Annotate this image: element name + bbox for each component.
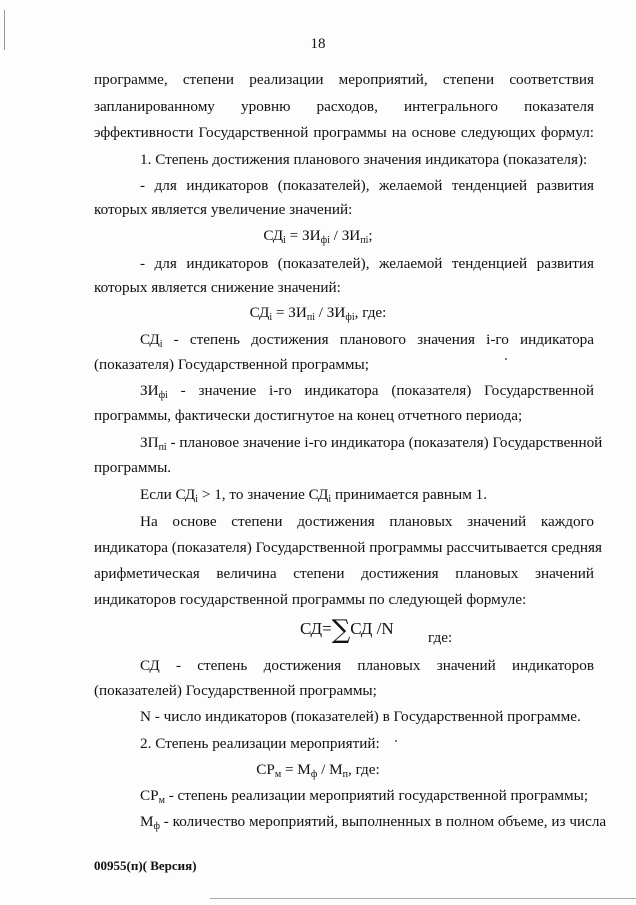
text-line: - для индикаторов (показателей), желаемой тенденцией развития bbox=[140, 255, 594, 272]
page-number: 18 bbox=[310, 36, 326, 52]
definition-line: $ЗП_{пi}$ - плановое значение i-го индикатора (показателя) Государственной bbox=[140, 434, 603, 453]
definition-line: $СД_i$ - степень достижения планового значения i-го индикатора bbox=[140, 331, 594, 350]
text-line: Если $СД_i > 1$, то значение $СД_i$ принимается равным 1. bbox=[140, 486, 488, 505]
definition-line: $ЗИ_{фi}$ - значение i-го индикатора (показателя) Государственной bbox=[140, 382, 594, 401]
text-line: - для индикаторов (показателей), желаемой тенденцией развития bbox=[140, 177, 594, 194]
subscript: м bbox=[158, 795, 165, 806]
scan-speck bbox=[395, 740, 397, 742]
text-line: СД - степень достижения плановых значений индикаторов bbox=[140, 657, 594, 674]
text-line: (показателя) Государственной программы; bbox=[94, 356, 369, 373]
definition-text: - степень реализации мероприятий государственной программы; bbox=[164, 787, 589, 804]
formula-3-where: где: bbox=[428, 629, 453, 646]
text-line: индикаторов государственной программы по следующей формуле: bbox=[94, 591, 527, 608]
definition-text: - количество мероприятий, выполненных в полном объеме, из числа bbox=[160, 813, 607, 830]
document-footer-code: 00955(п)( Версия) bbox=[94, 858, 197, 873]
scan-artifact-bottom bbox=[210, 898, 636, 899]
text-line: N - число индикаторов (показателей) в Государственной программе. bbox=[140, 708, 581, 725]
text-line: арифметическая величина степени достижения плановых значений bbox=[94, 565, 594, 582]
subscript: ф bbox=[153, 821, 160, 832]
text-line: программы, фактически достигнутое на конец отчетного периода; bbox=[94, 407, 523, 424]
text-line: программы. bbox=[94, 459, 172, 476]
formula-2: $СД_i = ЗИ_{пi} / ЗИ_{фi}$, где: bbox=[249, 304, 387, 323]
text-line: 1. Степень достижения планового значения индикатора (показателя): bbox=[140, 151, 588, 168]
text-line: На основе степени достижения плановых значений каждого bbox=[140, 513, 594, 530]
formula-4: $СР_м = М_ф / М_п$, где: bbox=[256, 761, 380, 780]
text-line: запланированному уровню расходов, интегрального показателя bbox=[94, 98, 594, 115]
text-line: которых является снижение значений: bbox=[94, 279, 341, 296]
text-line: 2. Степень реализации мероприятий: bbox=[140, 735, 380, 752]
definition-line: $М_ф$ - количество мероприятий, выполненных в полном объеме, из числа bbox=[140, 813, 607, 832]
formula-1: $СД_i = ЗИ_{фi} / ЗИ_{пi}$; bbox=[263, 227, 373, 246]
definition-line: $СР_м$ - степень реализации мероприятий государственной программы; bbox=[140, 787, 589, 806]
formula-3: СД=∑СД /N bbox=[300, 615, 394, 645]
scan-speck bbox=[505, 358, 507, 360]
text-line: программе, степени реализации мероприятий, степени соответствия bbox=[94, 71, 594, 88]
text-line: которых является увеличение значений: bbox=[94, 201, 353, 218]
text-line: индикатора (показателя) Государственной программы рассчитывается средняя bbox=[94, 539, 602, 556]
text-line: эффективности Государственной программы на основе следующих формул: bbox=[94, 124, 594, 141]
text-line: (показателей) Государственной программы; bbox=[94, 682, 377, 699]
